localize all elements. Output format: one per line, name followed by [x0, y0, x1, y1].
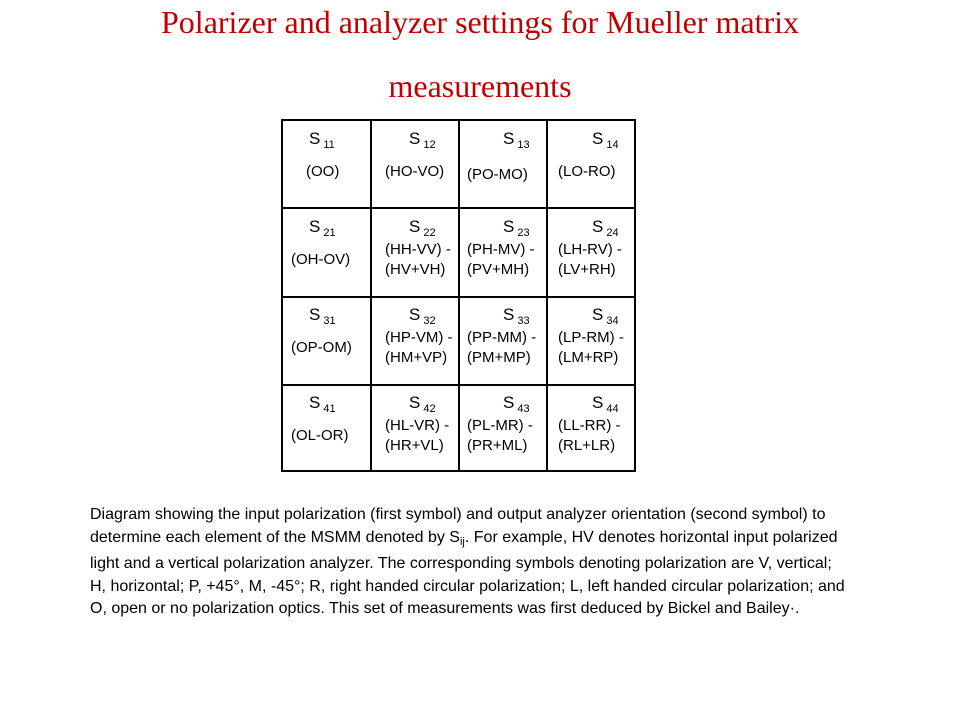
matrix-cell-s32 — [371, 297, 459, 385]
measurement-setting-line-1: (PP-MM) - — [467, 329, 537, 346]
element-symbol-letter: S — [592, 305, 604, 324]
element-symbol-index: 23 — [517, 227, 530, 239]
element-symbol — [409, 306, 436, 327]
element-symbol — [309, 394, 336, 415]
matrix-cell-s13 — [459, 121, 547, 209]
measurement-setting-line-2: (HV+VH) — [385, 261, 446, 278]
element-symbol-index: 31 — [323, 315, 336, 327]
element-symbol-letter: S — [503, 217, 515, 236]
measurement-setting-line-2: (LM+RP) — [558, 349, 619, 366]
element-symbol-letter: S — [409, 393, 421, 412]
element-symbol-index: 13 — [517, 139, 530, 151]
element-symbol-index: 34 — [606, 315, 619, 327]
element-symbol-index: 42 — [423, 403, 436, 415]
caption-text-start: Diagram showing the input polarization (first symbol) and output analyzer orientation (second symbol) to determine each element of the MSMM denoted by S — [90, 506, 826, 546]
measurement-setting-line-2: (HR+VL) — [385, 437, 444, 454]
measurement-setting-line-1: (LL-RR) - — [558, 417, 621, 434]
matrix-cell-s23 — [459, 209, 547, 297]
measurement-setting-line-2: (PM+MP) — [467, 349, 531, 366]
matrix-cell-s12 — [371, 121, 459, 209]
element-symbol-index: 44 — [606, 403, 619, 415]
element-symbol-letter: S — [309, 305, 321, 324]
element-symbol-letter: S — [309, 393, 321, 412]
measurement-setting-line-1: (LH-RV) - — [558, 241, 622, 258]
measurement-setting-line-1: (LO-RO) — [558, 163, 616, 180]
measurement-setting-line-1: (PO-MO) — [467, 166, 528, 183]
matrix-cell-s43 — [459, 385, 547, 473]
matrix-cell-s41 — [283, 385, 371, 473]
matrix-cell-s21 — [283, 209, 371, 297]
element-symbol-letter: S — [592, 217, 604, 236]
matrix-cell-s42 — [371, 385, 459, 473]
measurement-setting-line-1: (OP-OM) — [291, 339, 352, 356]
element-symbol-letter: S — [503, 129, 515, 148]
measurement-setting-line-1: (PH-MV) - — [467, 241, 535, 258]
element-symbol — [592, 306, 619, 327]
caption-subscript: ij — [459, 535, 465, 548]
matrix-cell-s24 — [547, 209, 635, 297]
element-symbol — [409, 394, 436, 415]
element-symbol-index: 41 — [323, 403, 336, 415]
measurement-setting-line-1: (LP-RM) - — [558, 329, 624, 346]
matrix-cell-s14 — [547, 121, 635, 209]
element-symbol-index: 12 — [423, 139, 436, 151]
measurement-setting-line-2: (RL+LR) — [558, 437, 616, 454]
element-symbol-letter: S — [409, 305, 421, 324]
measurement-setting-line-1: (OH-OV) — [291, 251, 351, 268]
measurement-setting-line-1: (PL-MR) - — [467, 417, 533, 434]
matrix-cell-s31 — [283, 297, 371, 385]
slide-title-line-1: Polarizer and analyzer settings for Mueller matrix — [161, 4, 799, 40]
element-symbol — [592, 218, 619, 239]
element-symbol-index: 33 — [517, 315, 530, 327]
element-symbol-index: 11 — [323, 139, 335, 151]
matrix-cell-s34 — [547, 297, 635, 385]
element-symbol-letter: S — [409, 217, 421, 236]
measurement-setting-line-2: (HM+VP) — [385, 349, 448, 366]
matrix-cell-s22 — [371, 209, 459, 297]
caption-text-end: . For example, HV denotes horizontal input polarized light and a vertical polarization analyzer. The corresponding symbols denoting polarization are V, vertical; H, horizontal; P, +45°, M, -45°; R, right handed circular polarization; L, left handed circular polarization; and O, open or no polarization optics. This set of measurements was first deduced by Bickel and Bailey·. — [90, 528, 845, 617]
element-symbol — [309, 130, 335, 151]
element-symbol — [409, 218, 436, 239]
element-symbol-index: 21 — [323, 227, 336, 239]
matrix-cell-s44 — [547, 385, 635, 473]
element-symbol — [592, 130, 619, 151]
element-symbol — [503, 306, 530, 327]
element-symbol-index: 22 — [423, 227, 436, 239]
matrix-cell-s33 — [459, 297, 547, 385]
element-symbol-letter: S — [503, 393, 515, 412]
measurement-setting-line-1: (HL-VR) - — [385, 417, 450, 434]
element-symbol — [409, 130, 436, 151]
element-symbol — [503, 394, 530, 415]
element-symbol-index: 43 — [517, 403, 530, 415]
measurement-setting-line-2: (PV+MH) — [467, 261, 530, 278]
slide-title-line-2: measurements — [388, 68, 572, 104]
measurement-setting-line-1: (OL-OR) — [291, 427, 349, 444]
measurement-setting-line-1: (HO-VO) — [385, 163, 445, 180]
element-symbol-letter: S — [309, 217, 321, 236]
matrix-cell-s11 — [283, 121, 371, 209]
measurement-setting-line-1: (HH-VV) - — [385, 241, 451, 258]
measurement-setting-line-1: (HP-VM) - — [385, 329, 453, 346]
measurement-setting-line-2: (PR+ML) — [467, 437, 528, 454]
element-symbol — [503, 218, 530, 239]
element-symbol-letter: S — [309, 129, 321, 148]
measurement-setting-line-2: (LV+RH) — [558, 261, 616, 278]
element-symbol — [309, 306, 336, 327]
figure-caption — [90, 504, 850, 621]
element-symbol-letter: S — [503, 305, 515, 324]
element-symbol-index: 24 — [606, 227, 619, 239]
element-symbol-letter: S — [592, 129, 604, 148]
element-symbol-letter: S — [592, 393, 604, 412]
element-symbol-index: 14 — [606, 139, 619, 151]
element-symbol — [592, 394, 619, 415]
element-symbol — [503, 130, 530, 151]
element-symbol-index: 32 — [423, 315, 436, 327]
measurement-setting-line-1: (OO) — [306, 163, 340, 180]
element-symbol-letter: S — [409, 129, 421, 148]
element-symbol — [309, 218, 336, 239]
